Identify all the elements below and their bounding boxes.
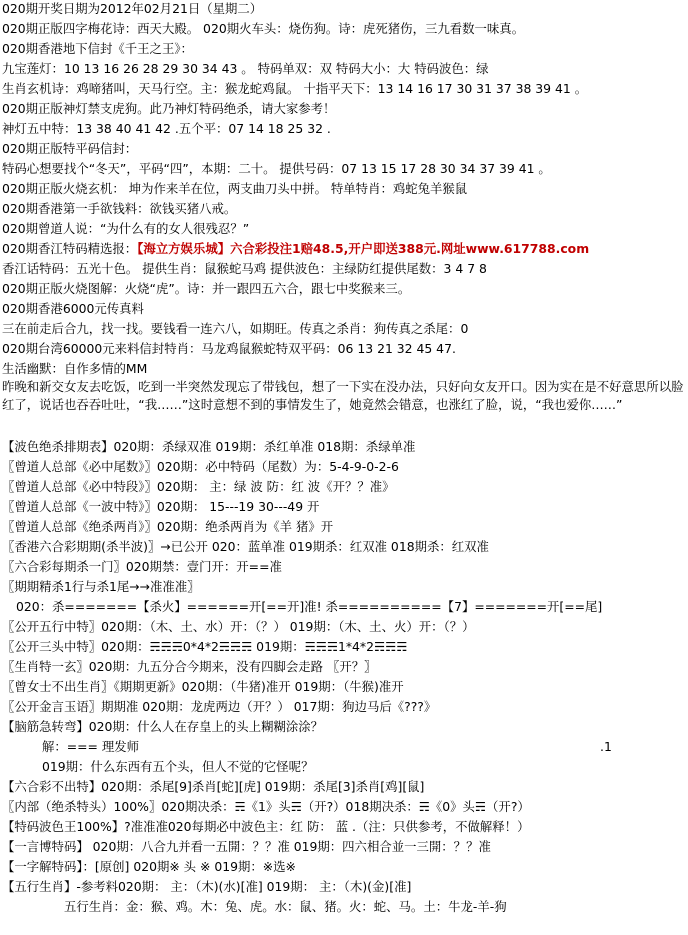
zodiac-mystery-line: 〖生肖特一玄〗020期：九五分合今期来，没有四脚会走路 〖开？〗 [2,659,377,674]
fax-title: 020期香港6000元传真料 [2,301,144,316]
draw-date-line: 020期开奖日期为2012年02月21日（星期二） [2,1,263,16]
one-char-line: 【一字解特码】：[原创] 020期※ 头 ※ 019期：※选※ [2,859,296,874]
first-hand-line: 020期香港第一手欲钱料：欲钱买猪八戒。 [2,201,237,216]
winter-line: 特码心想要找个“冬天”，平码“四”，本期：二十。 提供号码：07 13 15 17 28 30 34 37 39 41 。 [2,161,551,176]
kill-one-door-line: 〖六合彩每期杀一门〗020期禁：壹门开：开==准 [2,559,282,574]
five-zodiac-list: 五行生肖：金：猴、鸡。木：兔、虎。水：鼠、猪。火：蛇、马。土：牛龙-羊-狗 [64,899,507,914]
no-special-line: 【六合彩不出特】020期：杀尾[9]杀肖[蛇][虎] 019期：杀尾[3]杀肖[鸡][鼠] [2,779,425,794]
misc-mark: .1 [600,739,612,754]
one-wave-line: 〖曾道人总部《一波中特》〗020期： 15---19 30---49 开 [2,499,320,514]
kill-two-line: 〖曾道人总部《绝杀两肖》〗020期：绝杀两肖为《羊 猪》开 [2,519,334,534]
golden-words-line: 〖公开金言玉语〗期期准 020期：龙虎两边（开？） 017期：狗边马后《???》 [2,699,437,714]
colors-line: 香江话特码：五光十色。 提供生肖：鼠猴蛇马鸡 提供波色：主绿防红提供尾数：3 4 7 8 [2,261,487,276]
ms-zeng-line: 〖曾女士不出生肖〗《期期更新》020期：（牛猪)准开 019期：（牛猴)准开 [2,679,404,694]
three-heads-line: 〖公开三头中特〗020期：☴☴☴0*4*2☴☴☴ 019期：☴☴☴1*4*2☴☴☴ [2,639,408,654]
fire-picture-line: 020期正版火烧图解：火烧“虎”。诗：并一跟四五六合，跟七中奖猴来三。 [2,281,411,296]
fire-riddle-line: 020期正版火烧玄机： 坤为作来羊在位，两支曲刀头中拼。 特单特肖：鸡蛇兔羊猴鼠 [2,181,468,196]
kill-element-line: 020：杀=======【杀火】======开[==开]准! 杀==========【7】=======开[==尾] [16,599,603,614]
plum-poem-line: 020期正版四字梅花诗：西天大殿。 020期火车头：烧伤狗。诗：虎死猪伤，三九看数一味真。 [2,21,525,36]
kill-element-title: 〖期期精杀1行与杀1尾→→准准准〗 [2,579,200,594]
five-elements-line: 〖公开五行中特〗020期：（木、土、水）开：（？） 019期：（木、土、火）开：（？） [2,619,475,634]
five-zodiac-line: 【五行生肖】-参考料020期： 主：（木)(水)[准] 019期： 主：（木)(金)[准] [2,879,412,894]
lotus-lamp-line: 九宝莲灯：10 13 16 26 28 29 30 34 43 。 特码单双：双 特码大小：大 特码波色：绿 [2,61,489,76]
color-king-line: 【特码波色王100%】?准准准020每期必中波色主：红 防： 蓝 .（注：只供参考，不做解释！） [2,819,530,834]
lamp-five-line: 神灯五中特：13 38 40 41 42 .五个平：07 14 18 25 32 . [2,121,331,136]
special-envelope-title: 020期正版特平码信封： [2,141,138,156]
lamp-ban-line: 020期正版神灯禁支虎狗。此乃神灯特码绝杀，请大家参考！ [2,101,336,116]
zeng-said-line: 020期曾道人说：“为什么有的女人很残忍？” [2,221,250,236]
taiwan-line: 020期台湾60000元来料信封特肖：马龙鸡鼠猴蛇特双平码：06 13 21 32 45 47. [2,341,456,356]
report-label: 020期香江特码精选报： [2,241,138,256]
special-segment-line: 〖曾道人总部《必中特段》〗020期： 主：绿 波 防：红 波《开？？准》 [2,479,395,494]
tail-number-line: 〖曾道人总部《必中尾数》〗020期：必中特码（尾数）为：5-4-9-0-2-6 [2,459,399,474]
color-kill-line: 【波色绝杀排期表】020期：杀绿双准 019期：杀红单准 018期：杀绿单准 [2,439,416,454]
joke-paragraph: 昨晚和新交女友去吃饭，吃到一半突然发现忘了带钱包，想了一下实在没办法，只好向女友开口。因为实在是不好意思所以脸红了，说话也吞吞吐吐，“我……”这时意想不到的事情发生了，她竟然会错意，也涨红了脸，说，“我也爱你……” [2,379,684,412]
one-word-line: 【一言博特码】 020期：八合九并看一五開：？？准 019期：四六相合並一三開：？？准 [2,839,491,854]
envelope-title: 020期香港地下信封《千王之王》： [2,41,193,56]
zodiac-poem-line: 生肖玄机诗：鸡啼猪叫，天马行空。主：猴龙蛇鸡鼠。 十指平天下：13 14 16 17 30 31 37 38 39 41 。 [2,81,588,96]
humor-title: 生活幽默：自作多情的MM [2,361,148,376]
casino-ad-link[interactable]: 【海立方娱乐城】六合彩投注1赔48.5,开户即送388元.网址www.617788.com [137,241,590,256]
teaser-question-line: 019期：什么东西有五个头，但人不觉的它怪呢？ [42,759,314,774]
fax-content-line: 三在前走后合九，找一找。要钱看一连六八，如期旺。传真之杀肖：狗传真之杀尾：0 [2,321,469,336]
half-wave-line: 〖香港六合彩期期(杀半波)〗→已公开 020：蓝单准 019期杀：红双准 018期杀：红双准 [2,539,489,554]
internal-kill-line: 〖内部（绝杀特头）100%〗020期决杀：☴《1》头☴（开?）018期决杀：☴《0》头☴（开?） [2,799,530,814]
report-line [2,240,589,258]
brain-teaser-line: 【脑筋急转弯】020期：什么人在存皇上的头上糊糊涂涂？ [2,719,324,734]
teaser-answer-line: 解：=== 理发师 [42,739,140,754]
